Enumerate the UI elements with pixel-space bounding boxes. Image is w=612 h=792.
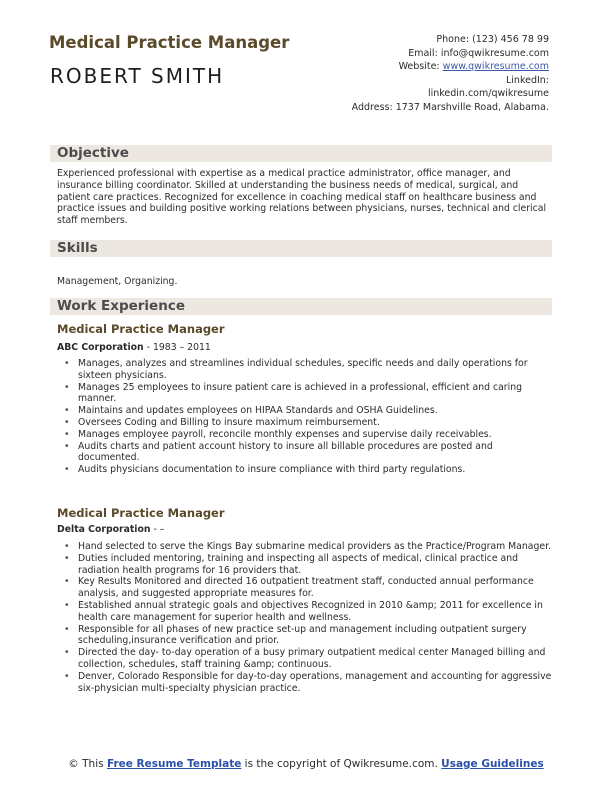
list-item: • Hand selected to serve the Kings Bay submarine medical providers as the Practice/Program Manager.	[64, 541, 552, 553]
contact-address	[309, 101, 549, 115]
objective-heading: Objective	[57, 145, 129, 161]
job-company-line	[57, 524, 164, 535]
list-item: • Directed the day- to-day operation of a busy primary outpatient medical center Managed billing and collection, schedules, staff training &amp; continuous.	[64, 647, 552, 671]
person-name: ROBERT SMITH	[50, 64, 225, 88]
skills-heading: Skills	[57, 240, 98, 256]
list-item: • Responsible for all phases of new practice set-up and management including outpatient surgery scheduling,insurance verification and prior.	[64, 624, 552, 648]
job-bullets	[64, 541, 552, 694]
email-label: Email:	[408, 47, 438, 59]
company-name: Delta Corporation	[57, 524, 151, 535]
job-bullets	[64, 358, 552, 476]
list-item: • Oversees Coding and Billing to insure maximum reimbursement.	[64, 417, 552, 429]
free-resume-template-link[interactable]: Free Resume Template	[106, 758, 242, 770]
job-dates: - 1983 – 2011	[143, 342, 211, 353]
list-item: • Manages employee payroll, reconcile monthly expenses and supervise daily receivables.	[64, 429, 552, 441]
objective-section-header	[50, 145, 552, 162]
footer-middle: is the copyright of Qwikresume.com.	[241, 758, 442, 770]
experience-section-header	[50, 298, 552, 315]
company-name: ABC Corporation	[57, 342, 144, 353]
list-item: • Audits charts and patient account history to insure all billable procedures are posted and documented.	[64, 441, 552, 465]
list-item: • Established annual strategic goals and objectives Recognized in 2010 &amp; 2011 for excellence in health care management for superior health and wellness.	[64, 600, 552, 624]
address-label: Address:	[351, 101, 393, 113]
job-company-line	[57, 342, 211, 353]
usage-guidelines-link[interactable]: Usage Guidelines	[441, 758, 544, 770]
resume-job-title: Medical Practice Manager	[49, 33, 290, 52]
contact-website	[309, 60, 549, 74]
contact-block	[309, 33, 549, 114]
website-link[interactable]: www.qwikresume.com	[442, 61, 549, 72]
job-title: Medical Practice Manager	[57, 506, 225, 520]
footer-copyright	[60, 758, 552, 771]
skills-text: Management, Organizing.	[57, 276, 178, 287]
list-item: • Maintains and updates employees on HIPAA Standards and OSHA Guidelines.	[64, 405, 552, 417]
skills-section-header	[50, 240, 552, 257]
objective-text: Experienced professional with expertise as a medical practice administrator, office manager, and insurance billing coordinator. Skilled at understanding the business needs of medical, surgical, and patient care practices. Recognized for excellence in coaching medical staff on healthcare business and practice issues and building positive working relations between physicians, nurses, technical and clerical staff members.	[57, 168, 547, 227]
contact-linkedin-label: LinkedIn:	[505, 74, 549, 86]
list-item: • Audits physicians documentation to insure compliance with third party regulations.	[64, 464, 552, 476]
job-dates: - –	[150, 524, 165, 535]
email-value: info@qwikresume.com	[440, 47, 549, 59]
address-value: 1737 Marshville Road, Alabama.	[395, 101, 549, 113]
footer-prefix: © This	[68, 758, 107, 770]
phone-label: Phone:	[436, 34, 470, 45]
list-item: • Denver, Colorado Responsible for day-to-day operations, management and accounting for aggressive six-physician multi-specialty physician practice.	[64, 671, 552, 695]
list-item: • Manages 25 employees to insure patient care is achieved in a professional, efficient and caring manner.	[64, 382, 552, 406]
contact-email	[309, 47, 549, 61]
contact-linkedin: linkedin.com/qwikresume	[427, 88, 549, 99]
contact-phone	[309, 33, 549, 47]
job-title: Medical Practice Manager	[57, 322, 225, 336]
list-item: • Manages, analyzes and streamlines individual schedules, specific needs and daily operations for sixteen physicians.	[64, 358, 552, 382]
list-item: • Key Results Monitored and directed 16 outpatient treatment staff, conducted annual performance analysis, and suggested appropriate measures for.	[64, 576, 552, 600]
phone-value: (123) 456 78 99	[472, 34, 549, 45]
website-label: Website:	[398, 61, 440, 72]
experience-heading: Work Experience	[57, 298, 185, 314]
list-item: • Duties included mentoring, training and inspecting all aspects of medical, clinical practice and radiation health programs for 16 providers that.	[64, 553, 552, 577]
